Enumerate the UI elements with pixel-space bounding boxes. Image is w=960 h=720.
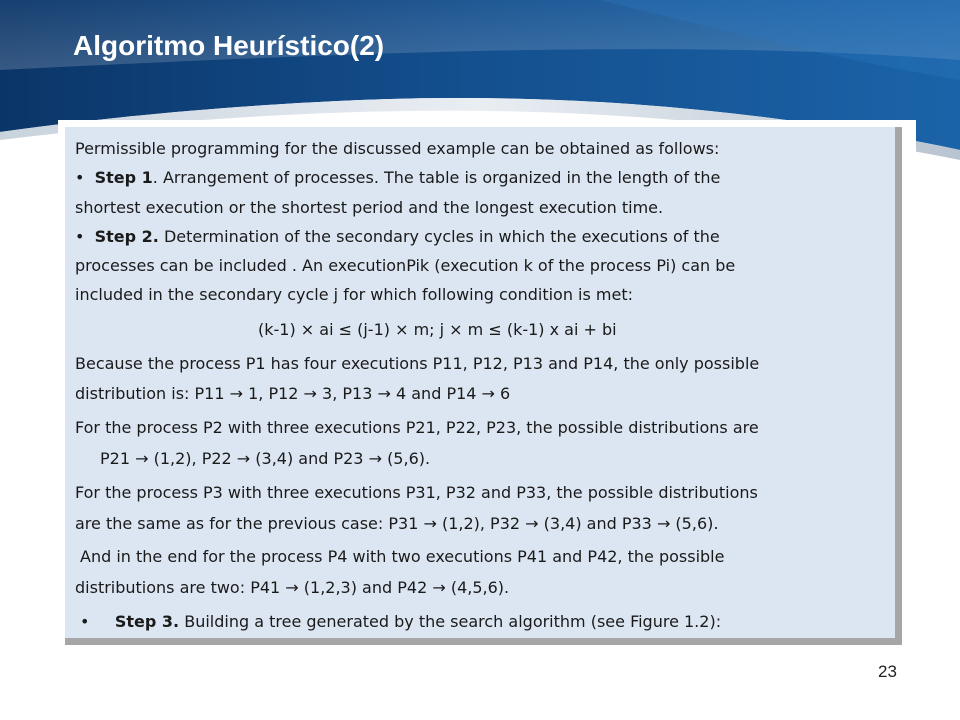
step1-label: Step 1 (94, 168, 153, 187)
p2-line2: P21 → (1,2), P22 → (3,4) and P23 → (5,6). (100, 449, 431, 468)
step1-line1 (75, 168, 883, 188)
step2-text-1: Determination of the secondary cycles in which the executions of the (163, 227, 720, 246)
p2-line1: For the process P2 with three executions P21, P22, P23, the possible distributions are (75, 418, 759, 437)
bullet: • (80, 612, 115, 631)
step3-label: Step 3. (114, 612, 180, 631)
p4-line2: distributions are two: P41 → (1,2,3) and P42 → (4,5,6). (75, 578, 510, 597)
step2-line2 (75, 256, 883, 276)
step3-text: Building a tree generated by the search algorithm (see Figure 1.2): (184, 612, 722, 631)
step3-line (80, 612, 721, 632)
step2-line3 (75, 285, 883, 305)
step1-text-1: . Arrangement of processes. The table is organized in the length of the (152, 168, 721, 187)
formula: (k-1) × ai ≤ (j-1) × m; j × m ≤ (k-1) x ai + bi (258, 320, 617, 339)
step1-text-2: shortest execution or the shortest period and the longest execution time. (75, 198, 664, 217)
intro-text: Permissible programming for the discussed example can be obtained as follows: (75, 139, 720, 158)
p3-line1: For the process P3 with three executions P31, P32 and P33, the possible distributions (75, 483, 758, 502)
page-number: 23 (878, 662, 897, 681)
p1-line2: distribution is: P11 → 1, P12 → 3, P13 → 4 and P14 → 6 (75, 384, 511, 403)
step2-label: Step 2. (94, 227, 159, 246)
intro-line (75, 139, 883, 159)
p3-line2: are the same as for the previous case: P31 → (1,2), P32 → (3,4) and P33 → (5,6). (75, 514, 719, 533)
step2-text-2: processes can be included . An executionPik (execution k of the process Pi) can be (75, 256, 736, 275)
step1-line2 (75, 198, 883, 218)
bullet: • (75, 168, 95, 187)
p1-line1: Because the process P1 has four executions P11, P12, P13 and P14, the only possible (75, 354, 760, 373)
step2-text-3: included in the secondary cycle j for which following condition is met: (75, 285, 634, 304)
p4-line1: And in the end for the process P4 with two executions P41 and P42, the possible (80, 547, 725, 566)
step2-line1 (75, 227, 883, 247)
slide-title: Algoritmo Heurístico(2) (73, 30, 385, 61)
bullet: • (75, 227, 95, 246)
